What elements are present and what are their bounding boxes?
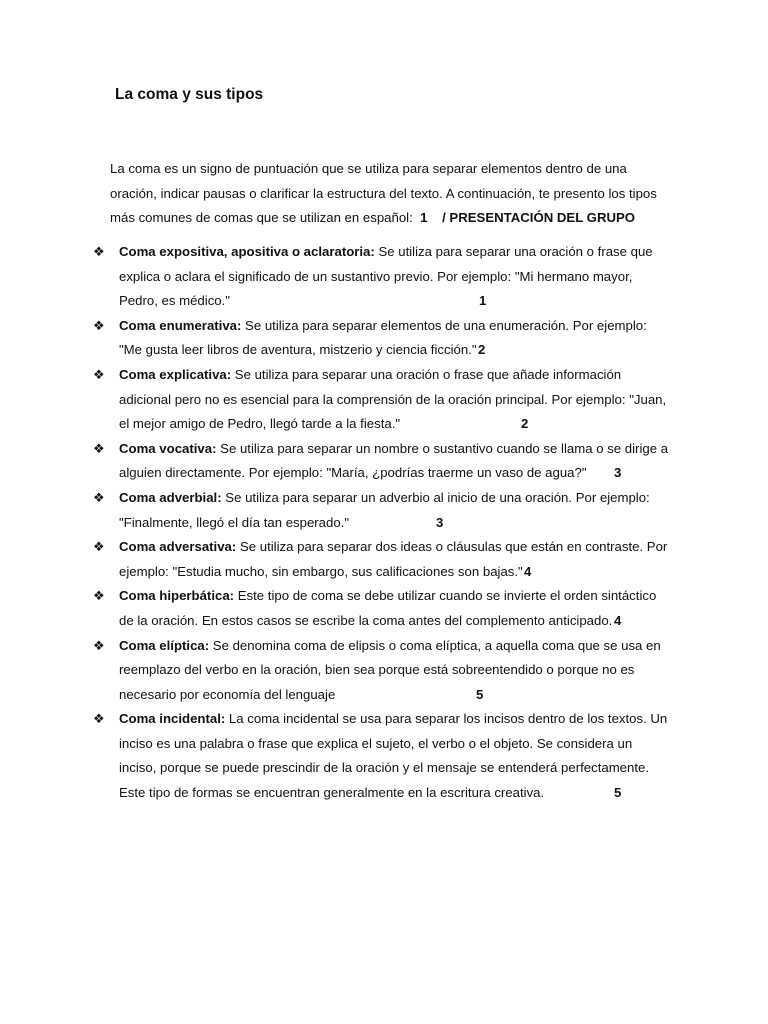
page-number: 4 bbox=[524, 563, 532, 579]
comma-type-description: Se utiliza para separar un adverbio al inicio de una oración. Por ejemplo: bbox=[221, 489, 650, 505]
comma-type-description: inciso, porque se puede prescindir de la oración y el mensaje se entenderá perfectamente. bbox=[119, 760, 650, 776]
page-number: 5 bbox=[614, 785, 622, 801]
comma-type-description: Se utiliza para separar una oración o frase que bbox=[374, 244, 653, 259]
item-line bbox=[119, 683, 768, 708]
comma-type-description: necesario por economía del lenguaje bbox=[119, 686, 336, 702]
diamond-bullet-icon: ❖ bbox=[93, 489, 105, 505]
item-line bbox=[119, 314, 768, 339]
item-line bbox=[119, 289, 768, 314]
comma-type-item bbox=[0, 314, 768, 363]
comma-type-description: alguien directamente. Por ejemplo: "María, ¿podrías traerme un vaso de agua?" bbox=[119, 465, 587, 481]
item-line bbox=[119, 338, 768, 363]
comma-type-item bbox=[0, 707, 768, 805]
page-number: 4 bbox=[614, 612, 622, 628]
comma-type-description: reemplazo del verbo en la oración, bien sea porque está sobreentendido o porque no es bbox=[119, 662, 635, 678]
comma-type-item bbox=[0, 363, 768, 437]
diamond-bullet-icon: ❖ bbox=[93, 588, 105, 604]
comma-type-term: Coma elíptica: bbox=[119, 637, 210, 653]
comma-type-description: Este tipo de formas se encuentran generalmente en la escritura creativa. bbox=[119, 785, 545, 801]
comma-type-item bbox=[0, 240, 768, 314]
item-line bbox=[119, 437, 768, 462]
intro-line-last bbox=[110, 206, 670, 231]
comma-type-description: Se utiliza para separar elementos de una enumeración. Por ejemplo: bbox=[241, 317, 647, 333]
item-line bbox=[119, 461, 768, 486]
comma-type-description: La coma incidental se usa para separar los incisos dentro de los textos. Un bbox=[225, 711, 668, 727]
comma-type-description: inciso es una palabra o frase que explica el sujeto, el verbo o el objeto. Se considera un bbox=[119, 735, 633, 751]
item-line bbox=[119, 265, 768, 290]
item-line bbox=[119, 634, 768, 659]
intro-text: más comunes de comas que se utilizan en español: bbox=[110, 210, 413, 226]
comma-type-item bbox=[0, 584, 768, 633]
item-line bbox=[119, 486, 768, 511]
comma-type-description: Se utiliza para separar dos ideas o cláusulas que están en contraste. Por bbox=[236, 539, 668, 555]
item-line bbox=[119, 535, 768, 560]
comma-type-description: ejemplo: "Estudia mucho, sin embargo, sus calificaciones son bajas." bbox=[119, 563, 523, 579]
comma-types-list bbox=[0, 240, 768, 806]
intro-paragraph bbox=[110, 157, 670, 231]
group-presentation-label: / PRESENTACIÓN DEL GRUPO bbox=[442, 210, 636, 226]
item-line bbox=[119, 781, 768, 806]
comma-type-description: Pedro, es médico." bbox=[119, 293, 230, 309]
diamond-bullet-icon: ❖ bbox=[93, 244, 105, 259]
comma-type-term: Coma explicativa: bbox=[119, 366, 232, 382]
comma-type-description: adicional pero no es esencial para la comprensión de la oración principal. Por ejemplo: "Juan, bbox=[119, 391, 667, 407]
page-number: 3 bbox=[436, 514, 444, 530]
comma-type-description: "Finalmente, llegó el día tan esperado." bbox=[119, 514, 350, 530]
diamond-bullet-icon: ❖ bbox=[93, 366, 105, 382]
diamond-bullet-icon: ❖ bbox=[93, 440, 105, 456]
item-line bbox=[119, 658, 768, 683]
page-number: 3 bbox=[614, 465, 622, 481]
comma-type-item bbox=[0, 437, 768, 486]
item-line bbox=[119, 511, 768, 536]
item-line bbox=[119, 240, 768, 265]
comma-type-item bbox=[0, 486, 768, 535]
comma-type-item bbox=[0, 634, 768, 708]
diamond-bullet-icon: ❖ bbox=[93, 317, 105, 333]
comma-type-item bbox=[0, 535, 768, 584]
page-number: 1 bbox=[420, 210, 428, 226]
item-line bbox=[119, 584, 768, 609]
intro-line: La coma es un signo de puntuación que se utiliza para separar elementos dentro de una bbox=[110, 161, 627, 176]
comma-type-description: Se utiliza para separar una oración o frase que añade información bbox=[231, 366, 622, 382]
comma-type-description: de la oración. En estos casos se escribe la coma antes del complemento anticipado. bbox=[119, 612, 613, 628]
comma-type-description: "Me gusta leer libros de aventura, mistzerio y ciencia ficción." bbox=[119, 342, 477, 358]
item-line bbox=[119, 363, 768, 388]
page-number: 2 bbox=[521, 416, 529, 432]
page-number: 1 bbox=[479, 293, 487, 309]
comma-type-term: Coma enumerativa: bbox=[119, 317, 242, 333]
item-line bbox=[119, 560, 768, 585]
comma-type-term: Coma adverbial: bbox=[119, 489, 222, 505]
item-line bbox=[119, 756, 768, 781]
comma-type-term: Coma adversativa: bbox=[119, 539, 237, 555]
comma-type-description: Se utiliza para separar un nombre o sustantivo cuando se llama o se dirige a bbox=[216, 440, 669, 456]
page-number: 5 bbox=[476, 686, 484, 702]
item-line bbox=[119, 609, 768, 634]
comma-type-description: el mejor amigo de Pedro, llegó tarde a la fiesta." bbox=[119, 416, 401, 432]
comma-type-term: Coma hiperbática: bbox=[119, 588, 235, 604]
item-line bbox=[119, 412, 768, 437]
item-line bbox=[119, 388, 768, 413]
item-line bbox=[119, 707, 768, 732]
document-title: La coma y sus tipos bbox=[115, 86, 264, 103]
diamond-bullet-icon: ❖ bbox=[93, 637, 105, 653]
item-line bbox=[119, 732, 768, 757]
comma-type-description: Este tipo de coma se debe utilizar cuando se invierte el orden sintáctico bbox=[234, 588, 657, 604]
diamond-bullet-icon: ❖ bbox=[93, 539, 105, 555]
comma-type-term: Coma expositiva, apositiva o aclaratoria: bbox=[119, 244, 375, 259]
comma-type-term: Coma incidental: bbox=[119, 711, 226, 727]
comma-type-description: explica o aclara el significado de un sustantivo previo. Por ejemplo: "Mi hermano mayor, bbox=[119, 268, 633, 284]
comma-type-term: Coma vocativa: bbox=[119, 440, 217, 456]
diamond-bullet-icon: ❖ bbox=[93, 711, 105, 727]
page-number: 2 bbox=[478, 342, 486, 358]
intro-line: oración, indicar pausas o clarificar la estructura del texto. A continuación, te presento los tipos bbox=[110, 185, 657, 201]
comma-type-description: Se denomina coma de elipsis o coma elíptica, a aquella coma que se usa en bbox=[209, 637, 661, 653]
